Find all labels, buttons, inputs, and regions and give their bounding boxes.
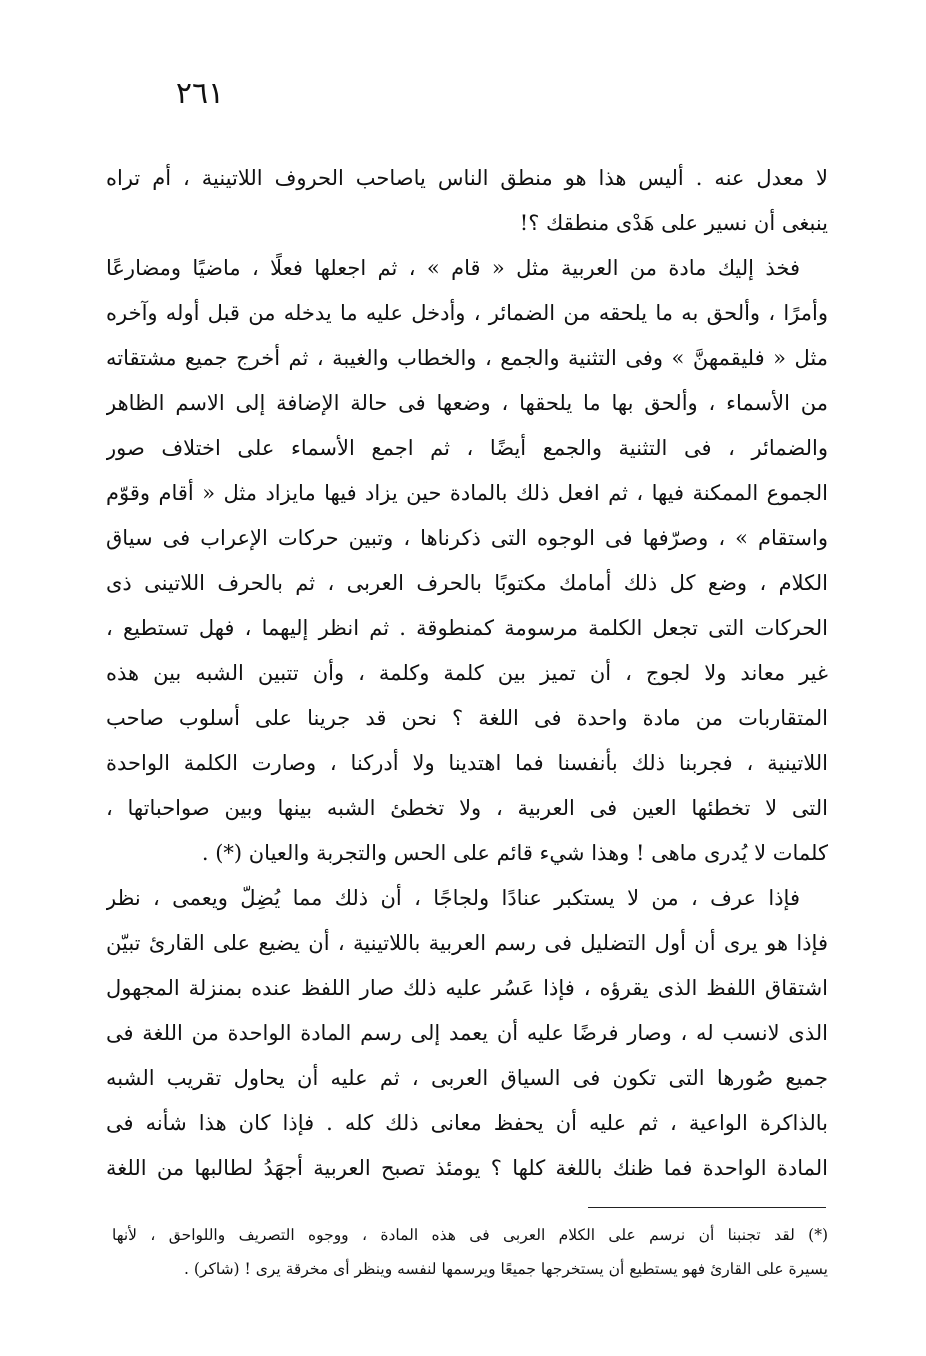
footnote [112,1218,828,1286]
text-line: مثل « فليقمهنَّ » وفى التثنية والجمع ، والخطاب والغيبة ، ثم أخرج جميع مشتقاته [106,346,828,370]
page-number: ٢٦١ [175,76,225,111]
text-line: الكلام ، وضع كل ذلك أمامك مكتوبًا بالحرف العربى ، ثم بالحرف اللاتينى ذى [106,571,828,595]
text-line: واستقام » ، وصرّفها فى الوجوه التى ذكرناها ، وتبين حركات الإعراب فى سياق [106,526,828,550]
text-line: الذى لانسب له ، وصار فرضًا عليه أن يعمد إلى رسم المادة الواحدة من اللغة فى [106,1021,828,1045]
text-line: التى لا تخطئها العين فى العربية ، ولا تخطئ الشبه بينها وبين صواحباتها ، [106,796,828,820]
text-line: المادة الواحدة فما ظنك باللغة كلها ؟ يومئذ تصبح العربية أجهَدُ لطالبها من اللغة [106,1156,828,1180]
text-line: غير معاند ولا لجوج ، أن تميز بين كلمة وكلمة ، وأن تتبين الشبه بين هذه [106,661,828,685]
text-line: لا معدل عنه . أليس هذا هو منطق الناس ياصاحب الحروف اللاتينية ، أم تراه [106,166,828,190]
text-line: بالذاكرة الواعية ، ثم عليه أن يحفظ معانى ذلك كله . فإذا كان هذا شأنه فى [106,1111,828,1135]
text-line: جميع صُورها التى تكون فى السياق العربى ، ثم عليه أن يحاول تقريب الشبه [106,1066,828,1090]
text-line: المتقاربات من مادة واحدة فى اللغة ؟ نحن قد جرينا على أسلوب صاحب [106,706,828,730]
text-line: فإذا عرف ، من لا يستكبر عنادًا ولجاجًا ، أن ذلك مما يُضِلّ ويعمى ، نظر [106,886,800,910]
text-line: وأمرًا ، وألحق به ما يلحقه من الضمائر ، وأدخل عليه ما يدخله من قبل أوله وآخره [106,301,828,325]
text-line: ينبغى أن نسير على هَدْى منطقك ؟! [519,211,828,235]
text-line: والضمائر ، فى التثنية والجمع أيضًا ، ثم اجمع الأسماء على اختلاف صور [106,436,828,460]
text-line: الجموع الممكنة فيها ، ثم افعل ذلك بالمادة حين يزاد فيها مايزاد مثل « أقام وقوّم [106,481,828,505]
text-line: فخذ إليك مادة من العربية مثل « قام » ، ثم اجعلها فعلًا ، ماضيًا ومضارعًا [106,256,800,280]
footnote-line: (*) لقد تجنبنا أن نرسم على الكلام العربى فى هذه المادة ، ووجوه التصريف واللواحق ، لأنها [112,1226,828,1244]
text-line: فإذا هو يرى أن أول التضليل فى رسم العربية باللاتينية ، أن يضيع على القارئ تبيّن [106,931,828,955]
text-line: كلمات لا يُدرى ماهى ! وهذا شيء قائم على الحس والتجربة والعيان (*) . [201,841,828,865]
main-text [106,156,828,1191]
text-line: اللاتينية ، فجربنا ذلك بأنفسنا فما اهتدينا ولا أدركنا ، وصارت الكلمة الواحدة [106,751,828,775]
text-line: من الأسماء ، وألحق بها ما يلحقها ، وضعها فى حالة الإضافة إلى الاسم الظاهر [106,391,828,415]
text-line: اشتقاق اللفظ الذى يقرؤه ، فإذا عَسُر عليه ذلك صار اللفظ عنده بمنزلة المجهول [106,976,828,1000]
footnote-divider [588,1207,826,1208]
text-line: الحركات التى تجعل الكلمة مرسومة كمنطوقة . ثم انظر إليهما ، فهل تستطيع ، [106,616,828,640]
footnote-line: يسيرة على القارئ فهو يستطيع أن يستخرجها جميعًا ويرسمها لنفسه وينظر أى مخرقة يرى ! (شاكر) . [184,1260,828,1278]
